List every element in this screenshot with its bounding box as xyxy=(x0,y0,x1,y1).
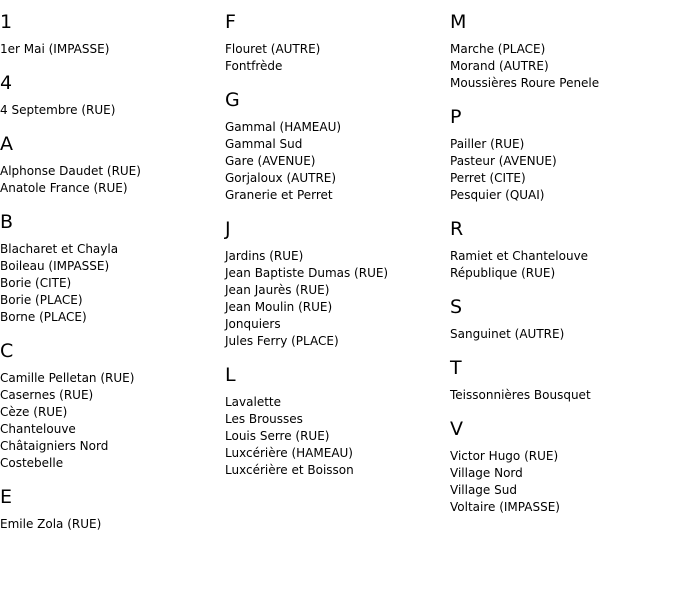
street-link[interactable]: Jules Ferry (PLACE) xyxy=(225,334,339,348)
street-link[interactable]: Louis Serre (RUE) xyxy=(225,429,330,443)
street-link[interactable]: Jean Moulin (RUE) xyxy=(225,300,333,314)
street-link[interactable]: 4 Septembre (RUE) xyxy=(0,103,116,117)
street-list xyxy=(450,248,675,282)
letter-heading: 1 xyxy=(0,11,13,33)
street-link[interactable]: Village Nord xyxy=(450,466,523,480)
street-list xyxy=(0,102,225,119)
street-link[interactable]: Luxcérière et Boisson xyxy=(225,463,354,477)
letter-heading: C xyxy=(0,340,14,362)
letter-group xyxy=(225,218,450,350)
street-link[interactable]: Borne (PLACE) xyxy=(0,310,87,324)
street-link[interactable]: Lavalette xyxy=(225,395,282,409)
street-link[interactable]: Casernes (RUE) xyxy=(0,388,94,402)
street-link[interactable]: Victor Hugo (RUE) xyxy=(450,449,559,463)
letter-group xyxy=(225,89,450,204)
street-link[interactable]: Ramiet et Chantelouve xyxy=(450,249,589,263)
street-link[interactable]: Luxcérière (HAMEAU) xyxy=(225,446,353,460)
street-link[interactable]: République (RUE) xyxy=(450,266,556,280)
letter-group xyxy=(450,357,675,404)
street-link[interactable]: Borie (CITE) xyxy=(0,276,72,290)
letter-heading: J xyxy=(225,218,231,240)
street-link[interactable]: Voltaire (IMPASSE) xyxy=(450,500,560,514)
street-link[interactable]: Borie (PLACE) xyxy=(0,293,83,307)
street-link[interactable]: Teissonnières Bousquet xyxy=(450,388,591,402)
street-link[interactable]: Les Brousses xyxy=(225,412,303,426)
street-link[interactable]: Jean Baptiste Dumas (RUE) xyxy=(225,266,389,280)
letter-heading: 4 xyxy=(0,72,13,94)
street-link[interactable]: Pailler (RUE) xyxy=(450,137,525,151)
street-link[interactable]: Marche (PLACE) xyxy=(450,42,546,56)
letter-group xyxy=(225,364,450,479)
letter-group xyxy=(450,11,675,92)
street-list xyxy=(450,326,675,343)
street-list xyxy=(0,41,225,58)
letter-heading: S xyxy=(450,296,463,318)
letter-heading: R xyxy=(450,218,464,240)
letter-group xyxy=(0,133,225,197)
street-list xyxy=(450,41,675,92)
street-link[interactable]: Châtaigniers Nord xyxy=(0,439,109,453)
street-link[interactable]: Jardins (RUE) xyxy=(225,249,304,263)
street-link[interactable]: Fontfrède xyxy=(225,59,283,73)
letter-heading: L xyxy=(225,364,236,386)
street-list xyxy=(0,241,225,326)
letter-heading: V xyxy=(450,418,463,440)
street-link[interactable]: Emile Zola (RUE) xyxy=(0,517,102,531)
street-list xyxy=(0,163,225,197)
letter-heading: T xyxy=(450,357,462,379)
street-list xyxy=(225,248,450,350)
street-link[interactable]: Granerie et Perret xyxy=(225,188,333,202)
letter-heading: A xyxy=(0,133,13,155)
street-link[interactable]: Camille Pelletan (RUE) xyxy=(0,371,135,385)
street-list xyxy=(225,119,450,204)
letter-group xyxy=(450,218,675,282)
letter-group xyxy=(0,340,225,472)
letter-group xyxy=(0,72,225,119)
street-link[interactable]: Perret (CITE) xyxy=(450,171,526,185)
street-link[interactable]: Flouret (AUTRE) xyxy=(225,42,321,56)
street-link[interactable]: Moussières Roure Penele xyxy=(450,76,600,90)
letter-heading: B xyxy=(0,211,14,233)
street-link[interactable]: Jean Jaurès (RUE) xyxy=(225,283,330,297)
letter-group xyxy=(0,211,225,326)
street-link[interactable]: Chantelouve xyxy=(0,422,76,436)
street-link[interactable]: Morand (AUTRE) xyxy=(450,59,549,73)
street-list xyxy=(0,370,225,472)
street-link[interactable]: Gammal (HAMEAU) xyxy=(225,120,342,134)
street-link[interactable]: Jonquiers xyxy=(225,317,281,331)
letter-group xyxy=(450,418,675,516)
index-column xyxy=(225,0,450,493)
letter-group xyxy=(450,296,675,343)
street-link[interactable]: Village Sud xyxy=(450,483,517,497)
street-link[interactable]: Alphonse Daudet (RUE) xyxy=(0,164,141,178)
street-link[interactable]: Pasteur (AVENUE) xyxy=(450,154,557,168)
letter-heading: G xyxy=(225,89,240,111)
street-link[interactable]: 1er Mai (IMPASSE) xyxy=(0,42,110,56)
street-list xyxy=(225,394,450,479)
street-list xyxy=(0,516,225,533)
street-link[interactable]: Sanguinet (AUTRE) xyxy=(450,327,565,341)
letter-group xyxy=(0,11,225,58)
street-link[interactable]: Blacharet et Chayla xyxy=(0,242,119,256)
street-list xyxy=(450,136,675,204)
street-list xyxy=(450,448,675,516)
letter-heading: M xyxy=(450,11,467,33)
street-link[interactable]: Gare (AVENUE) xyxy=(225,154,316,168)
index-column xyxy=(0,0,225,547)
street-list xyxy=(225,41,450,75)
letter-group xyxy=(225,11,450,75)
street-link[interactable]: Gammal Sud xyxy=(225,137,303,151)
letter-group xyxy=(450,106,675,204)
letter-heading: E xyxy=(0,486,13,508)
letter-heading: F xyxy=(225,11,236,33)
street-link[interactable]: Gorjaloux (AUTRE) xyxy=(225,171,337,185)
street-link[interactable]: Costebelle xyxy=(0,456,64,470)
letter-group xyxy=(0,486,225,533)
index-column xyxy=(450,0,675,530)
street-link[interactable]: Cèze (RUE) xyxy=(0,405,68,419)
street-list xyxy=(450,387,675,404)
letter-heading: P xyxy=(450,106,462,128)
street-link[interactable]: Anatole France (RUE) xyxy=(0,181,128,195)
street-link[interactable]: Pesquier (QUAI) xyxy=(450,188,545,202)
street-link[interactable]: Boileau (IMPASSE) xyxy=(0,259,110,273)
